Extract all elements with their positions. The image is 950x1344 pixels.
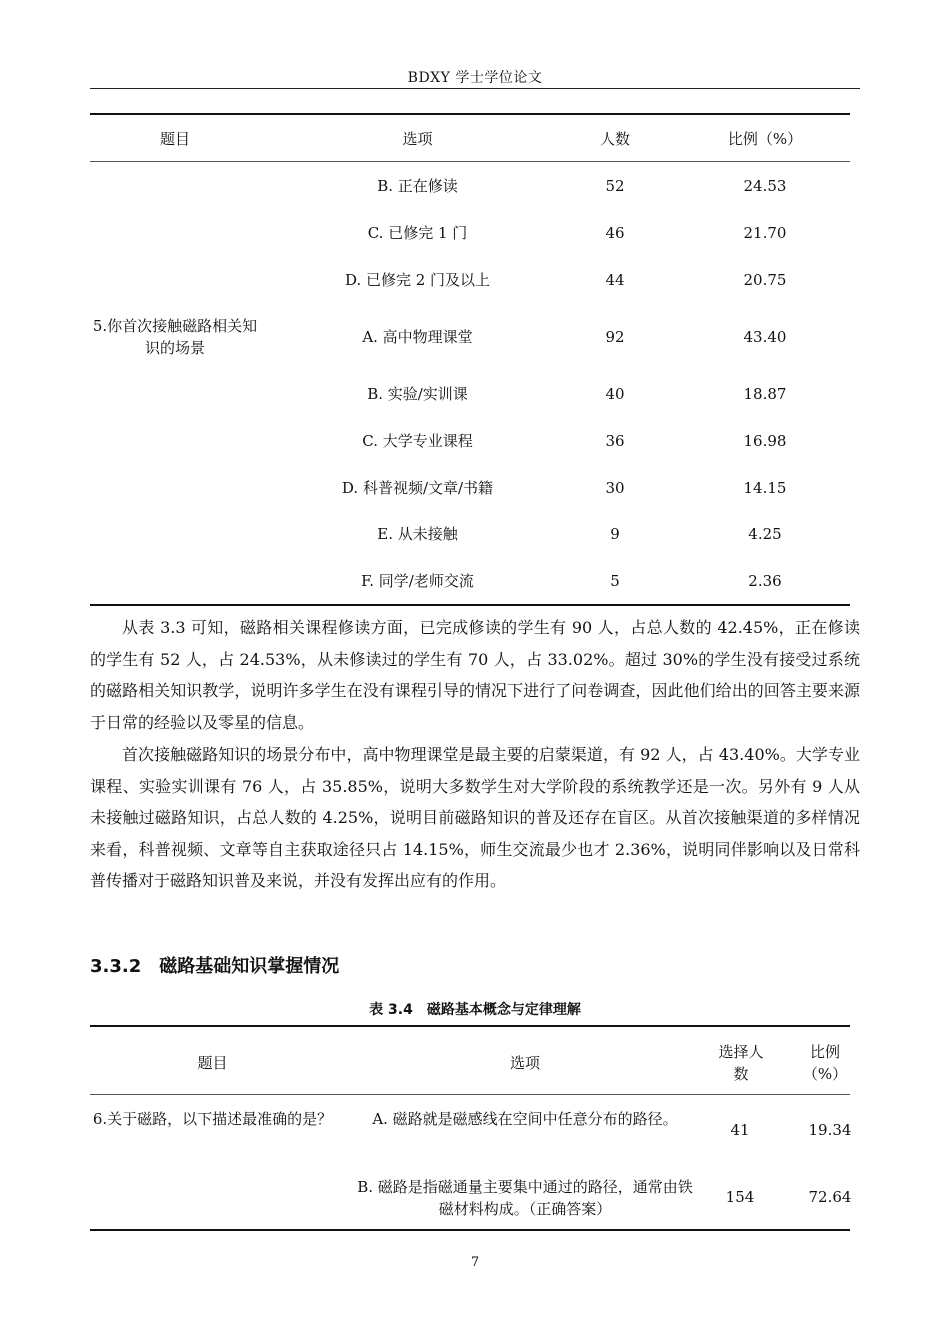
table-header-ratio: 比例（%） [802, 1043, 848, 1083]
count-cell: 52 [605, 177, 625, 195]
table-header-ratio: 比例（%） [727, 130, 803, 148]
ratio-cell: 16.98 [743, 432, 787, 450]
table-bottom-rule [90, 1229, 850, 1231]
option-cell: B. 正在修读 [377, 177, 458, 195]
question-cell: 5.你首次接触磁路相关知识的场景 [92, 317, 258, 357]
count-cell: 36 [605, 432, 625, 450]
running-header: BDXY 学士学位论文 [407, 70, 543, 86]
option-cell: D. 已修完 2 门及以上 [344, 271, 491, 289]
table-top-rule [90, 1025, 850, 1027]
option-cell: B. 实验/实训课 [367, 385, 468, 403]
table-header-count: 人数 [599, 130, 630, 148]
option-cell: A. 高中物理课堂 [362, 328, 473, 346]
table-header-rule [90, 1094, 850, 1095]
header-rule [90, 88, 860, 89]
table-header-question: 题目 [197, 1054, 228, 1072]
ratio-cell: 21.70 [743, 224, 787, 242]
table-header-rule [90, 161, 850, 162]
option-cell: F. 同学/老师交流 [361, 572, 474, 590]
ratio-cell: 20.75 [743, 271, 787, 289]
ratio-cell: 43.40 [743, 328, 787, 346]
option-cell: B. 磁路是指磁通量主要集中通过的路径，通常由铁磁材料构成。（正确答案） [357, 1178, 693, 1218]
count-cell: 46 [605, 224, 625, 242]
ratio-cell: 14.15 [743, 479, 787, 497]
table-header-question: 题目 [159, 130, 190, 148]
ratio-cell: 2.36 [748, 572, 782, 590]
table-header-option: 选项 [509, 1054, 540, 1072]
ratio-cell: 4.25 [748, 525, 782, 543]
option-cell: D. 科普视频/文章/书籍 [341, 479, 494, 497]
count-cell: 9 [610, 525, 620, 543]
question-cell: 6.关于磁路，以下描述最准确的是？ [92, 1110, 333, 1128]
count-cell: 5 [610, 572, 620, 590]
table-top-rule [90, 113, 850, 115]
ratio-cell: 19.34 [808, 1121, 852, 1139]
table-bottom-rule [90, 604, 850, 606]
table-header-count: 选择人数 [718, 1043, 764, 1083]
ratio-cell: 72.64 [808, 1188, 852, 1206]
table-header-option: 选项 [402, 130, 433, 148]
count-cell: 30 [605, 479, 625, 497]
body-paragraph: 首次接触磁路知识的场景分布中，高中物理课堂是最主要的启蒙渠道，有 92 人，占 43.40%。大学专业课程、实验实训课有 76 人，占 35.85%，说明大多数学生对大学阶段的系统教学还是一次。另外有 9 人从未接触过磁路知识，占总人数的 4.25%，说明目前磁路知识的普及还存在盲区。从首次接触渠道的多样情况来看，科普视频、文章等自主获取途径只占 14.15%，师生交流最少也才 2.36%，说明同伴影响以及日常科普传播对于磁路知识普及来说，并没有发挥出应有的作用。 [90, 745, 860, 890]
count-cell: 92 [605, 328, 625, 346]
option-cell: C. 已修完 1 门 [367, 224, 468, 242]
section-heading: 3.3.2 磁路基础知识掌握情况 [90, 956, 340, 977]
option-cell: A. 磁路就是磁感线在空间中任意分布的路径。 [372, 1110, 678, 1128]
page-number: 7 [470, 1255, 480, 1270]
ratio-cell: 24.53 [743, 177, 787, 195]
count-cell: 40 [605, 385, 625, 403]
ratio-cell: 18.87 [743, 385, 787, 403]
count-cell: 154 [725, 1188, 755, 1206]
body-paragraph: 从表 3.3 可知，磁路相关课程修读方面，已完成修读的学生有 90 人，占总人数的 42.45%，正在修读的学生有 52 人，占 24.53%，从未修读过的学生有 70 人，占 33.02%。超过 30%的学生没有接受过系统的磁路相关知识教学，说明许多学生在没有课程引导的情况下进行了问卷调查，因此他们给出的回答主要来源于日常的经验以及零星的信息。 [90, 618, 860, 732]
table-caption: 表 3.4 磁路基本概念与定律理解 [369, 1002, 581, 1018]
option-cell: E. 从未接触 [377, 525, 458, 543]
count-cell: 44 [605, 271, 625, 289]
count-cell: 41 [730, 1121, 750, 1139]
option-cell: C. 大学专业课程 [362, 432, 473, 450]
